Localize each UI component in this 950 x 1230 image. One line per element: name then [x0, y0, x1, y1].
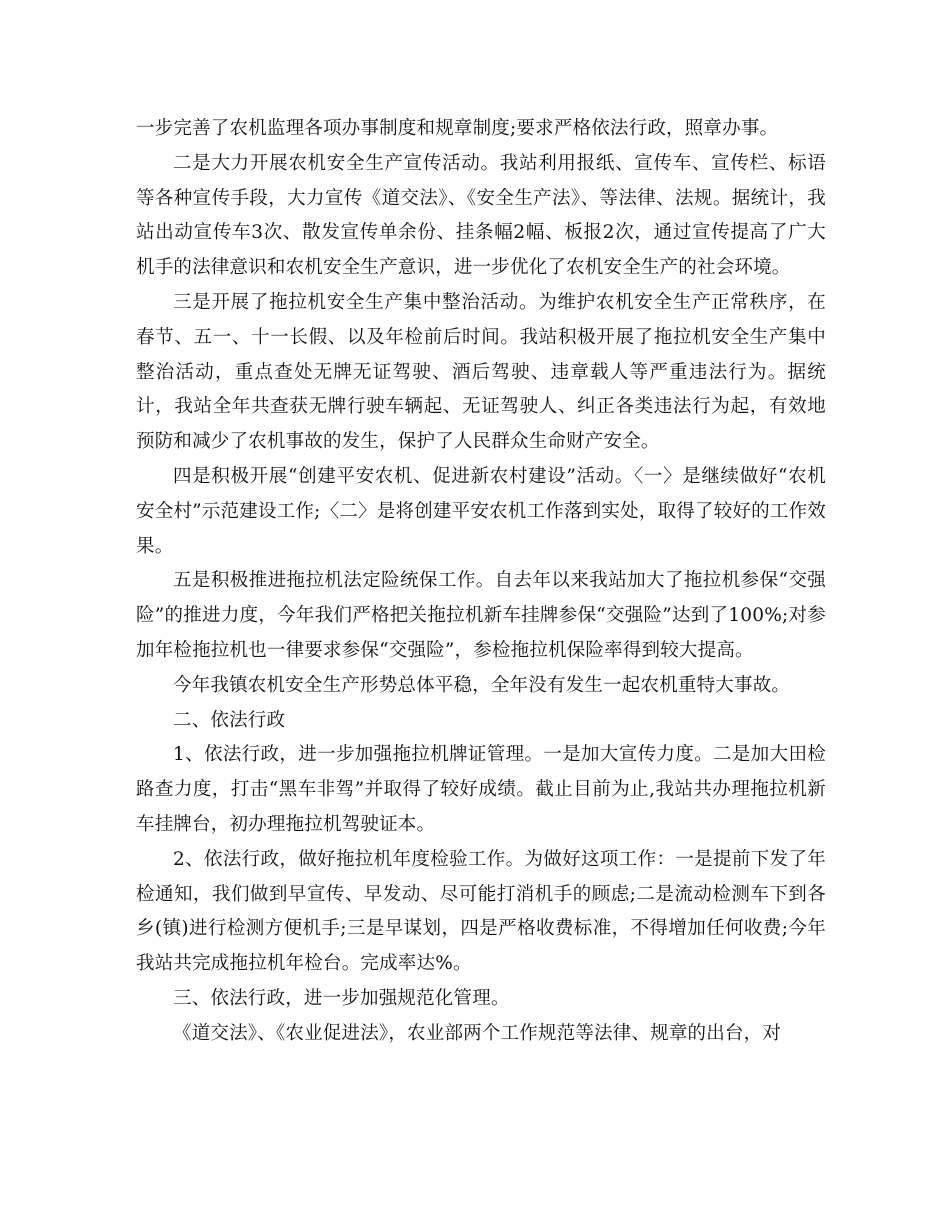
section-heading-law-administration: 二、依法行政 — [173, 709, 286, 731]
paragraph-safe-farm-machinery: 四是积极开展“创建平安农机、促进新农村建设”活动。〈一〉是继续做好“农机安全村”示范建设工作;〈二〉是将创建平安农机工作落到实处，取得了较好的工作效果。 — [136, 465, 826, 557]
paragraph-annual-inspection: 2、依法行政，做好拖拉机年度检验工作。为做好这项工作：一是提前下发了年检通知，我们做到早宣传、早发动、尽可能打消机手的顾虑;二是流动检测车下到各乡(镇)进行检测方便机手;三是早谋划，四是严格收费标准，不得增加任何收费;今年我站共完成拖拉机年检台。完成率达%。 — [136, 848, 826, 975]
paragraph-license-management: 1、依法行政，进一步加强拖拉机牌证管理。一是加大宣传力度。二是加大田检路查力度，打击“黑车非驾”并取得了较好成绩。截止目前为止,我站共办理拖拉机新车挂牌台，初办理拖拉机驾驶证本。 — [136, 744, 826, 835]
section-heading-standardization: 三、依法行政，进一步加强规范化管理。 — [173, 987, 510, 1009]
paragraph-safety-summary: 今年我镇农机安全生产形势总体平稳，全年没有发生一起农机重特大事故。 — [173, 674, 791, 696]
paragraph-insurance: 五是积极推进拖拉机法定险统保工作。自去年以来我站加大了拖拉机参保“交强险”的推进力度，今年我们严格把关拖拉机新车挂牌参保“交强险”达到了100%;对参加年检拖拉机也一律要求参保“交强险”，参检拖拉机保险率得到较大提高。 — [136, 570, 826, 661]
paragraph-laws-regulations: 《道交法》、《农业促进法》，农业部两个工作规范等法律、规章的出台，对 — [173, 1022, 782, 1044]
paragraph-tractor-rectification: 三是开展了拖拉机安全生产集中整治活动。为维护农机安全生产正常秩序，在春节、五一、十一长假、以及年检前后时间。我站积极开展了拖拉机安全生产集中整治活动，重点查处无牌无证驾驶、酒后驾驶、违章载人等严重违法行为。据统计，我站全年共查获无牌行驶车辆起、无证驾驶人、纠正各类违法行为起，有效地预防和减少了农机事故的发生，保护了人民群众生命财产安全。 — [136, 291, 826, 453]
paragraph-publicity-campaign: 二是大力开展农机安全生产宣传活动。我站利用报纸、宣传车、宣传栏、标语等各种宣传手段，大力宣传《道交法》、《安全生产法》、等法律、法规。据统计，我站出动宣传车3次、散发宣传单余份、挂条幅2幅、板报2次，通过宣传提高了广大机手的法律意识和农机安全生产意识，进一步优化了农机安全生产的社会环境。 — [136, 152, 826, 279]
document-page — [136, 112, 826, 1052]
paragraph-continuation: 一步完善了农机监理各项办事制度和规章制度;要求严格依法行政，照章办事。 — [136, 118, 779, 139]
